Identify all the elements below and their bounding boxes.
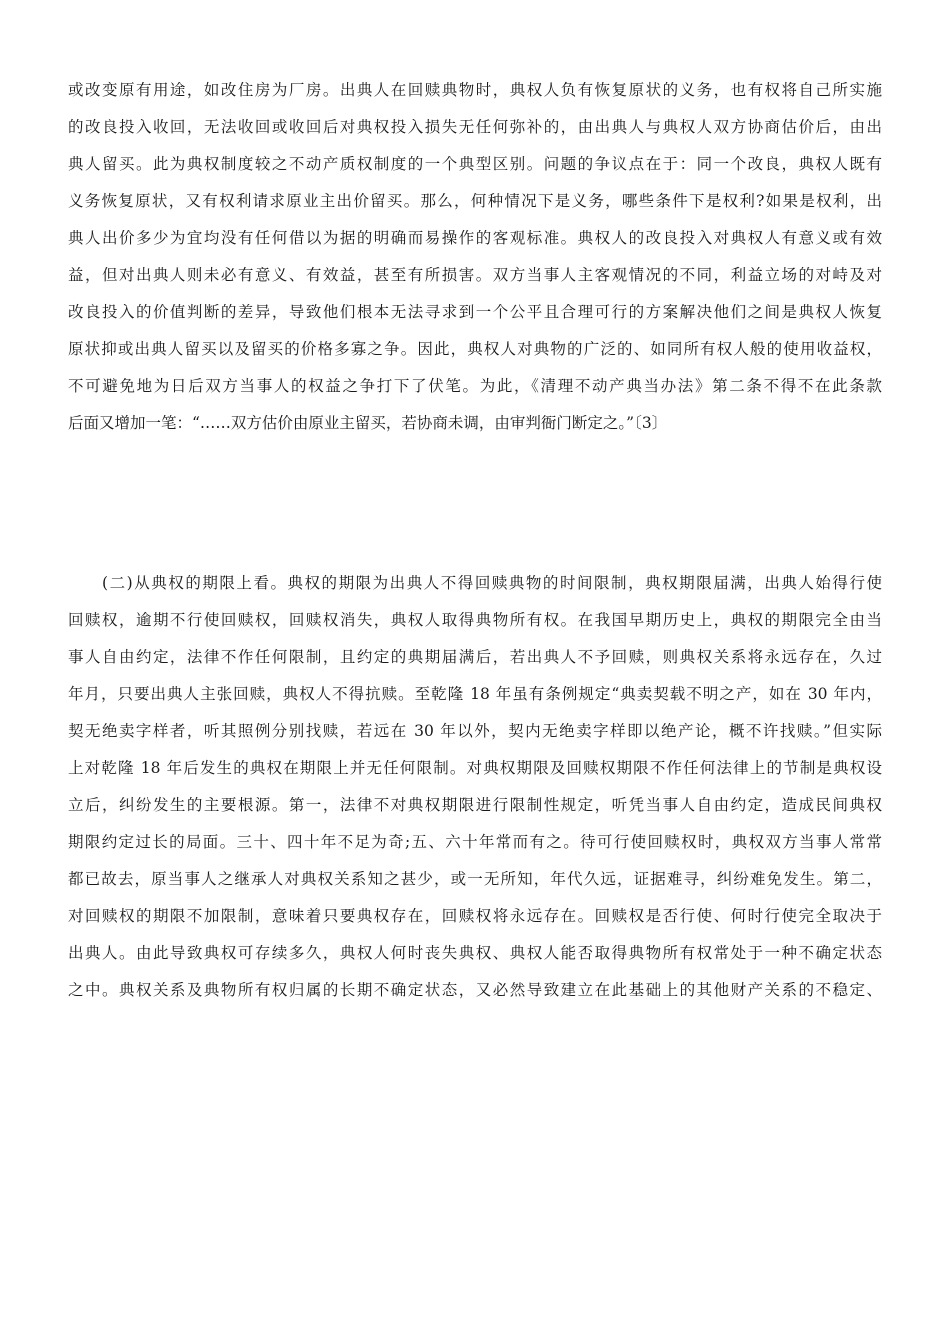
paragraph-line: 典人留买。此为典权制度较之不动产质权制度的一个典型区别。问题的争议点在于：同一个改良，典权人既有 bbox=[68, 155, 882, 173]
paragraph-line: 事人自由约定，法律不作任何限制，且约定的典期届满后，若出典人不予回赎，则典权关系将永远存在，久过 bbox=[68, 648, 882, 666]
paragraph-line: 期限约定过长的局面。三十、四十年不足为奇;五、六十年常而有之。待可行使回赎权时，典权双方当事人常常 bbox=[68, 833, 882, 851]
paragraph-2 bbox=[68, 565, 882, 1009]
paragraph-line: 或改变原有用途，如改住房为厂房。出典人在回赎典物时，典权人负有恢复原状的义务，也有权将自己所实施 bbox=[68, 81, 882, 99]
paragraph-line: 年月，只要出典人主张回赎，典权人不得抗赎。至乾隆 18 年虽有条例规定“典卖契载不明之产，如在 30 年内， bbox=[68, 685, 882, 703]
paragraph-line: 的改良投入收回，无法收回或收回后对典权投入损失无任何弥补的，由出典人与典权人双方协商估价后，由出 bbox=[68, 118, 882, 136]
paragraph-line: 之中。典权关系及典物所有权归属的长期不确定状态，又必然导致建立在此基础上的其他财产关系的不稳定、 bbox=[68, 981, 882, 999]
paragraph-line: 对回赎权的期限不加限制，意味着只要典权存在，回赎权将永远存在。回赎权是否行使、何时行使完全取决于 bbox=[68, 907, 882, 925]
paragraph-line: 契无绝卖字样者，听其照例分别找赎，若远在 30 年以外，契内无绝卖字样即以绝产论，概不许找赎。”但实际 bbox=[68, 722, 882, 740]
paragraph-line: 后面又增加一笔：“……双方估价由原业主留买，若协商未调，由审判衙门断定之。”〔3〕 bbox=[68, 414, 668, 432]
paragraph-line: 上对乾隆 18 年后发生的典权在期限上并无任何限制。对典权期限及回赎权期限不作任何法律上的节制是典权设 bbox=[68, 759, 882, 777]
paragraph-line: 回赎权，逾期不行使回赎权，回赎权消失，典权人取得典物所有权。在我国早期历史上，典权的期限完全由当 bbox=[68, 611, 882, 629]
paragraph-line: (二)从典权的期限上看。典权的期限为出典人不得回赎典物的时间限制，典权期限届满，出典人始得行使 bbox=[68, 574, 882, 592]
paragraph-line: 都已故去，原当事人之继承人对典权关系知之甚少，或一无所知，年代久远，证据难寻，纠纷难免发生。第二， bbox=[68, 870, 882, 888]
paragraph-line: 不可避免地为日后双方当事人的权益之争打下了伏笔。为此，《清理不动产典当办法》第二条不得不在此条款 bbox=[68, 377, 882, 395]
paragraph-line: 出典人。由此导致典权可存续多久，典权人何时丧失典权、典权人能否取得典物所有权常处于一种不确定状态 bbox=[68, 944, 882, 962]
paragraph-line: 益，但对出典人则未必有意义、有效益，甚至有所损害。双方当事人主客观情况的不同，利益立场的对峙及对 bbox=[68, 266, 882, 284]
paragraph-line: 立后，纠纷发生的主要根源。第一，法律不对典权期限进行限制性规定，听凭当事人自由约定，造成民间典权 bbox=[68, 796, 882, 814]
paragraph-line: 典人出价多少为宜均没有任何借以为据的明确而易操作的客观标准。典权人的改良投入对典权人有意义或有效 bbox=[68, 229, 882, 247]
paragraph-line: 原状抑或出典人留买以及留买的价格多寡之争。因此，典权人对典物的广泛的、如同所有权人般的使用收益权， bbox=[68, 340, 882, 358]
paragraph-line: 义务恢复原状，又有权利请求原业主出价留买。那么，何种情况下是义务，哪些条件下是权利?如果是权利，出 bbox=[68, 192, 882, 210]
paragraph-1 bbox=[68, 72, 882, 442]
paragraph-line: 改良投入的价值判断的差异，导致他们根本无法寻求到一个公平且合理可行的方案解决他们之间是典权人恢复 bbox=[68, 303, 882, 321]
